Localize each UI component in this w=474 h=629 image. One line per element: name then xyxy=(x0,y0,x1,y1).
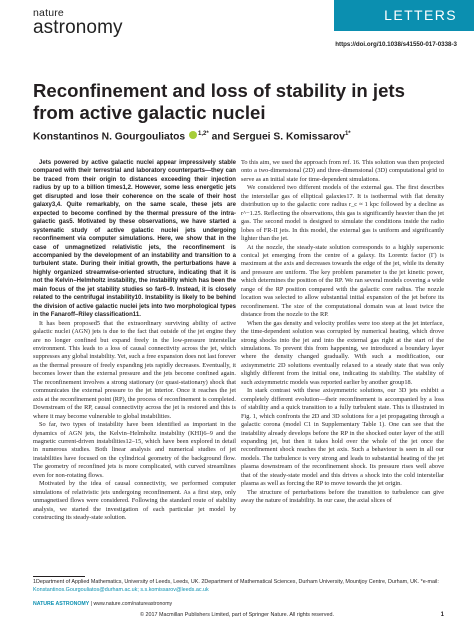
footer-journal xyxy=(33,601,172,607)
article-title: Reconfinement and loss of stability in jets from active galactic nuclei xyxy=(33,80,405,123)
affiliations xyxy=(33,579,443,594)
affiliation-text: 1Department of Applied Mathematics, University of Leeds, Leeds, UK. 2Department of Mathematical Sciences, Durham University, Mountjoy Centre, Durham, UK. *e-mail: xyxy=(33,579,439,585)
journal-logo[interactable] xyxy=(33,8,123,37)
abstract: Jets powered by active galactic nuclei appear impressively stable compared with their terrestrial and laboratory counterparts—they can be traced from their origin to distances exceeding their injection radius by up to a billion times1,2. However, some less energetic jets get disrupted and lose their coherence on the scale of their host galaxy3,4. Quite remarkably, on the same scale, these jets are expected to become confined by the thermal pressure of the intra-galactic gas5. Motivated by these observations, we have started a systematic study of active galactic nuclei jets undergoing reconfinement via computer simulations. Here, we show that in the case of unmagnetized relativistic jets, the reconfinement is accompanied by the development of an instability and transition to a turbulent state. During their initial growth, the perturbations have a highly organized streamwise-oriented structure, indicating that it is not the Kelvin–Helmholtz instability, the instability which has been the main focus of the jet stability studies so far6–9. Instead, it is closely related to the centrifugal instability10. Instability is likely to be behind the division of active galactic nuclei jets into two morphological types in the Fanaroff–Riley classification11. xyxy=(33,160,236,319)
orcid-icon[interactable] xyxy=(189,131,197,139)
author-name[interactable]: Konstantinos N. Gourgouliatos xyxy=(33,131,186,143)
body-paragraph: In stark contrast with these axisymmetric solutions, our 3D jets exhibit a completely different evolution—their reconfinement is accompanied by a loss of stability and a quick transition to a fully turbulent state. This is illustrated in Fig. 1, which confronts the 2D and 3D solutions for a jet propagating through a galactic corona (model C1 in Supplementary Table 1). One can see that the instability already develops before the RP in the shocked outer layer of the still expanding jet, but then it takes hold over the whole of the jet once the reconfinement shock reaches the jet axis. Such a behaviour is seen in all our models. The turbulence is very strong and leads to substantial heating of the jet plasma downstream of the reconfinement shock. Its pressure rises well above that of the steady-state model and this drives a shock into the cold interstellar plasma as well as forcing the RP to move towards the jet origin. xyxy=(241,387,444,488)
page-number: 1 xyxy=(440,612,444,618)
left-column xyxy=(33,159,236,522)
body-paragraph: At the nozzle, the steady-state solution corresponds to a highly supersonic conical jet emerging from the centre of a galaxy. Its Lorentz factor (Γ) is maximum at the axis and decreases towards the edge of the jet, while its density and pressure are uniform. The key problem parameter is the jet kinetic power, which determines the position of the RP. We ran several models covering a wide range of the RP position compared with the galactic core radius. The nozzle location was selected to allow substantial initial expansion of the jet before its reconfinement. The size of the computational domain was at least twice the distance from the nozzle to the RP. xyxy=(241,243,444,319)
author-affiliation-marker: 1,2* xyxy=(198,131,209,137)
footnote-divider xyxy=(33,576,85,577)
copyright-notice: © 2017 Macmillan Publishers Limited, part of Springer Nature. All rights reserved. xyxy=(140,612,334,618)
author-affiliation-marker: 1* xyxy=(344,131,351,137)
journal-logo-line2: astronomy xyxy=(33,16,123,38)
doi-link[interactable]: https://doi.org/10.1038/s41550-017-0338-3 xyxy=(335,41,457,48)
right-column xyxy=(241,159,444,506)
email-links[interactable]: Konstantinos.Gourgouliatos@durham.ac.uk; s.s.komissarov@leeds.ac.uk xyxy=(33,586,209,593)
footer-journal-url[interactable]: | www.nature.com/natureastronomy xyxy=(90,601,173,607)
body-paragraph: To this aim, we used the approach from ref. 16. This solution was then projected onto a two-dimensional (2D) and three-dimensional (3D) computational grid to serve as an initial state for time-dependent simulations. xyxy=(241,159,444,183)
journal-logo-line1: nature xyxy=(33,7,64,19)
body-paragraph: Motivated by the idea of causal connectivity, we performed computer simulations of relativistic jets undergoing reconfinement. As a first step, only unmagnetised flows were considered. Following the standard route of stability analysis, we started the investigation of each particular jet model by constructing its steady-state solution. xyxy=(33,480,236,522)
author-name[interactable]: and Serguei S. Komissarov xyxy=(208,131,345,143)
body-paragraph: When the gas density and velocity profiles were too steep at the jet interface, the time-dependent solution was corrupted by numerical heating, which drove strong shocks into the jet and into the external gas right at the start of the simulations. To prevent this from happening, we introduced a boundary layer where the density changed gradually. With such a modification, our axisymmetric 2D solutions eventually relaxed to a steady state that was only slightly different from the initial one, indicating its stability. The stability of such axisymmetric models was reported earlier by another group18. xyxy=(241,319,444,386)
body-paragraph: The structure of perturbations before the transition to turbulence can give away the nature of instability. In our case, the axial slices of xyxy=(241,488,444,505)
footer-journal-name: NATURE ASTRONOMY xyxy=(33,601,90,607)
body-paragraph: We considered two different models of the external gas. The first describes the interstellar gas of elliptical galaxies17. It is isothermal with flat density distribution up to the galactic core radius r_c ≈ 1 kpc followed by a decline as r^−1.25. Reflecting the observations, this gas is significantly heavier than the jet gas. The second model is designed to simulate the conditions inside the radio lobes of FR-II jets. In this model, the external gas is uniform and significantly lighter than the jet. xyxy=(241,184,444,243)
body-paragraph: So far, two types of instability have been identified as important in the dynamics of AGN jets, the Kelvin–Helmholtz instability (KHI)6–9 and the magnetic current-driven instabilities12–15, which have been explored in detail in numerous studies. Both linear analysis and numerical studies of jet instabilities have focused on the cylindrical geometry of the background flow. The geometry of reconfined jets is more complicated, with curved streamlines even for non-rotating flows. xyxy=(33,421,236,479)
body-paragraph: It has been proposed5 that the extraordinary surviving ability of active galactic nuclei (AGN) jets is due to the fact that outside of the jet engine they are no longer confined but expand freely in the low-pressure interstellar environment. This leads to a loss of causal connectivity across the jet, which suppresses any global instability. Yet, such a free expansion does not last forever as the thermal pressure of freely expanding jets rapidly decreases. Eventually, it becomes lower than the external pressure and the jets become confined again. The reconfinement involves a strong stationary (or quasi-stationary) shock that communicates the external pressure to the jet interior. Once it reaches the jet axis at the reconfinement point (RP), the process of reconfinement is completed. Downstream of the RP, causal connectivity across the jet is restored and this is where it may become vulnerable to global instabilities. xyxy=(33,319,236,420)
author-list xyxy=(33,131,351,142)
section-badge: LETTERS xyxy=(334,0,474,31)
